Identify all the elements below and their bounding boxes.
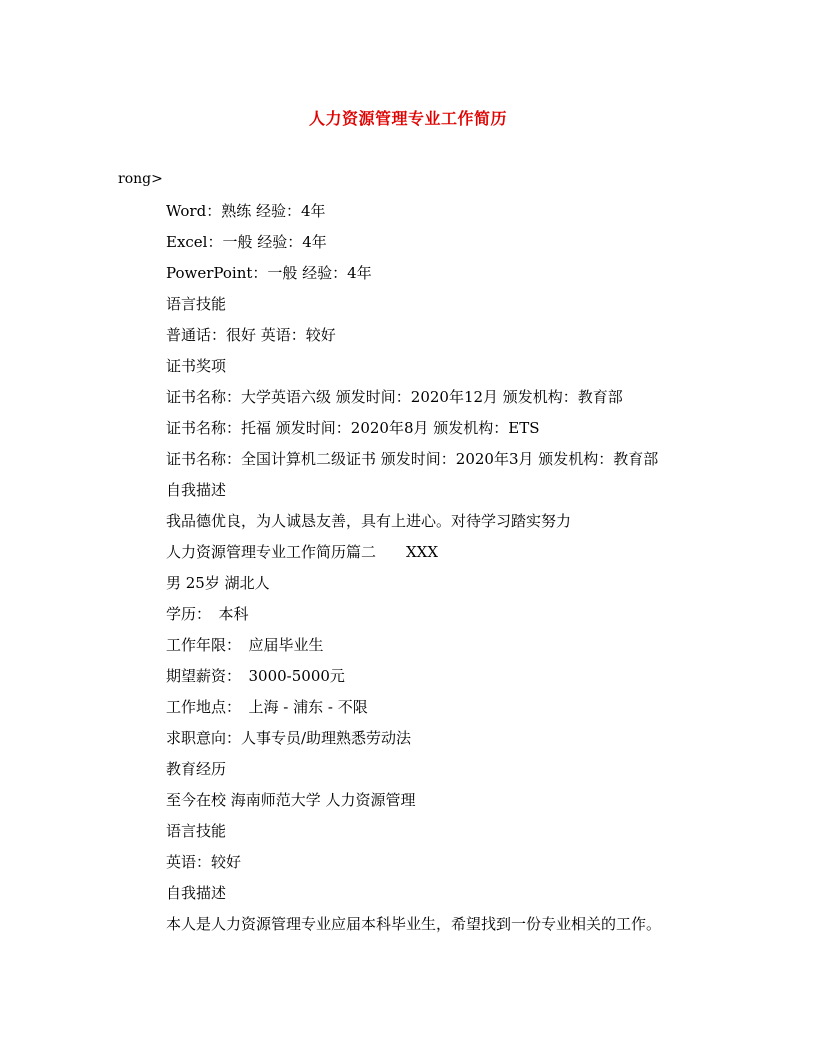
section-heading: 语言技能	[166, 295, 227, 313]
resume-subtitle: 人力资源管理专业工作简历篇二 XXX	[166, 543, 439, 561]
resume-line: 至今在校 海南师范大学 人力资源管理	[166, 791, 416, 809]
resume-line: 求职意向：人事专员/助理熟悉劳动法	[166, 729, 412, 747]
section-heading: 自我描述	[166, 884, 227, 902]
resume-line: 男 25岁 湖北人	[166, 574, 270, 592]
resume-line: 本人是人力资源管理专业应届本科毕业生，希望找到一份专业相关的工作。	[166, 915, 662, 933]
resume-line: 证书名称：托福 颁发时间：2020年8月 颁发机构：ETS	[166, 419, 540, 437]
resume-line: Excel：一般 经验：4年	[166, 233, 327, 251]
resume-line: PowerPoint：一般 经验：4年	[166, 264, 372, 282]
section-heading: 证书奖项	[166, 357, 227, 375]
resume-line: 工作地点： 上海 - 浦东 - 不限	[166, 698, 368, 716]
resume-lines	[166, 201, 661, 945]
resume-line: 工作年限： 应届毕业生	[166, 636, 324, 654]
resume-line: 证书名称：大学英语六级 颁发时间：2020年12月 颁发机构：教育部	[166, 388, 623, 406]
resume-line: 学历： 本科	[166, 605, 249, 623]
section-heading: 教育经历	[166, 760, 227, 778]
resume-line: 期望薪资： 3000-5000元	[166, 667, 345, 685]
resume-line: 英语：较好	[166, 853, 242, 871]
resume-line: 我品德优良，为人诚恳友善，具有上进心。对待学习踏实努力	[166, 512, 572, 530]
section-heading: 语言技能	[166, 822, 227, 840]
document-title: 人力资源管理专业工作简历	[308, 109, 507, 128]
resume-line: 普通话：很好 英语：较好	[166, 326, 336, 344]
lead-text: rong>	[118, 171, 163, 187]
section-heading: 自我描述	[166, 481, 227, 499]
resume-line: Word：熟练 经验：4年	[166, 202, 326, 220]
resume-line: 证书名称：全国计算机二级证书 颁发时间：2020年3月 颁发机构：教育部	[166, 450, 659, 468]
